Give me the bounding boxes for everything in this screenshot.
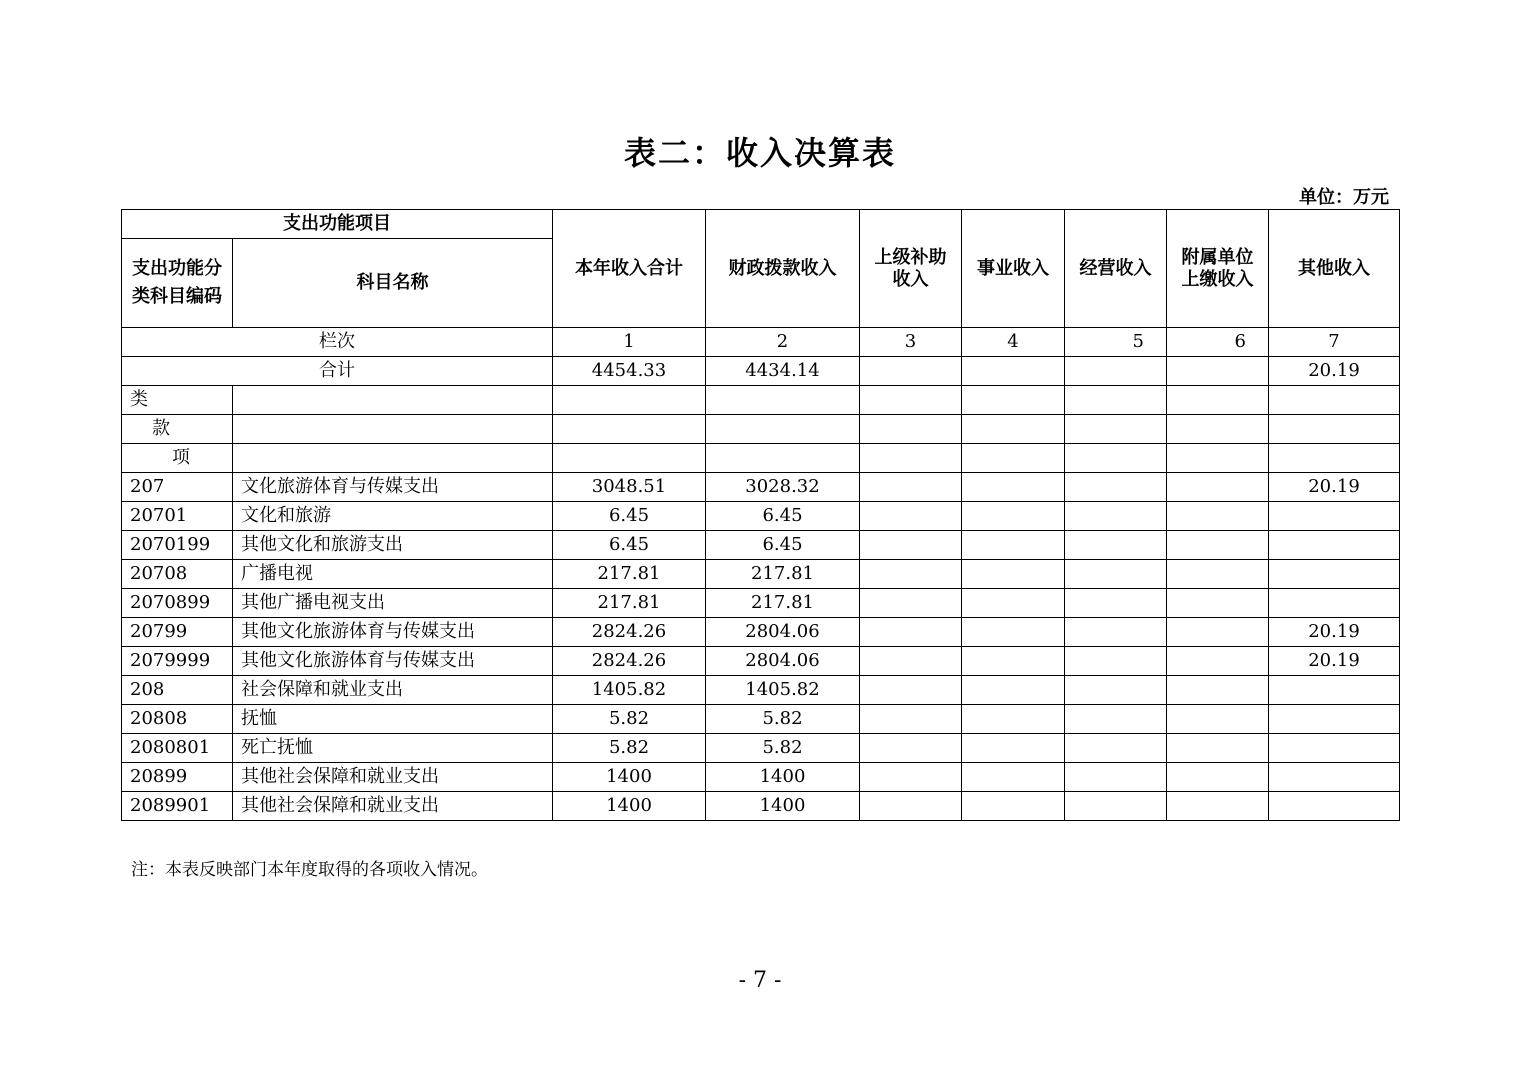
row-other (1269, 763, 1400, 792)
table-row (122, 473, 1400, 502)
row-fiscal: 3028.32 (706, 473, 860, 502)
income-table (121, 209, 1400, 821)
row-empty (962, 531, 1065, 560)
page-title: 表二：收入决算表 (623, 134, 896, 172)
row-other (1269, 502, 1400, 531)
row-empty (962, 763, 1065, 792)
row-name: 文化旅游体育与传媒支出 (233, 473, 553, 502)
row-empty (860, 676, 962, 705)
row-code: 2070899 (122, 589, 233, 618)
row-empty (1167, 531, 1269, 560)
row-total: 1400 (553, 763, 706, 792)
footnote: 注：本表反映部门本年度取得的各项收入情况。 (131, 860, 488, 880)
row-name: 其他文化旅游体育与传媒支出 (233, 618, 553, 647)
lanci-num: 5 (1065, 328, 1167, 357)
row-other (1269, 589, 1400, 618)
row-empty (962, 618, 1065, 647)
row-empty (860, 647, 962, 676)
header-col-6: 附属单位上缴收入 (1167, 210, 1269, 328)
row-empty (1065, 763, 1167, 792)
row-empty (1167, 618, 1269, 647)
row-other (1269, 676, 1400, 705)
header-col-5: 经营收入 (1065, 210, 1167, 328)
row-code: 20708 (122, 560, 233, 589)
row-empty (1167, 502, 1269, 531)
row-empty (860, 473, 962, 502)
row-name: 死亡抚恤 (233, 734, 553, 763)
row-empty (1065, 560, 1167, 589)
total-value (1167, 357, 1269, 386)
row-empty (962, 705, 1065, 734)
row-empty (1167, 734, 1269, 763)
row-name: 其他文化和旅游支出 (233, 531, 553, 560)
table-row (122, 705, 1400, 734)
row-empty (962, 647, 1065, 676)
lanci-label: 栏次 (122, 328, 553, 357)
row-name: 广播电视 (233, 560, 553, 589)
row-total: 5.82 (553, 734, 706, 763)
row-empty (1065, 792, 1167, 821)
row-empty (1065, 647, 1167, 676)
row-empty (860, 502, 962, 531)
row-empty (1065, 618, 1167, 647)
row-empty (962, 473, 1065, 502)
total-value: 4454.33 (553, 357, 706, 386)
row-empty (1167, 705, 1269, 734)
row-fiscal: 217.81 (706, 589, 860, 618)
lanci-num: 7 (1269, 328, 1400, 357)
table-row (122, 560, 1400, 589)
row-other: 20.19 (1269, 473, 1400, 502)
level-row (122, 386, 1400, 415)
level-row (122, 415, 1400, 444)
row-name: 抚恤 (233, 705, 553, 734)
table-row (122, 647, 1400, 676)
row-empty (860, 763, 962, 792)
row-empty (1167, 763, 1269, 792)
row-empty (1065, 589, 1167, 618)
row-code: 20899 (122, 763, 233, 792)
row-fiscal: 5.82 (706, 734, 860, 763)
row-name: 文化和旅游 (233, 502, 553, 531)
row-empty (1167, 473, 1269, 502)
row-fiscal: 6.45 (706, 531, 860, 560)
row-empty (860, 792, 962, 821)
row-empty (962, 560, 1065, 589)
total-value (1065, 357, 1167, 386)
lanci-num: 3 (860, 328, 962, 357)
row-code: 20808 (122, 705, 233, 734)
lanci-num: 6 (1167, 328, 1269, 357)
level-label: 类 (122, 386, 233, 415)
total-label: 合计 (122, 357, 553, 386)
row-code: 20799 (122, 618, 233, 647)
level-row (122, 444, 1400, 473)
row-empty (962, 676, 1065, 705)
page-number: - 7 - (738, 968, 782, 993)
table-row (122, 763, 1400, 792)
header-row-group (122, 210, 1400, 239)
table-row (122, 792, 1400, 821)
row-other (1269, 705, 1400, 734)
row-fiscal: 1400 (706, 763, 860, 792)
row-name: 其他社会保障和就业支出 (233, 763, 553, 792)
row-code: 207 (122, 473, 233, 502)
row-empty (1065, 502, 1167, 531)
row-empty (860, 734, 962, 763)
row-empty (1167, 560, 1269, 589)
level-label: 项 (122, 444, 233, 473)
row-empty (1065, 676, 1167, 705)
row-fiscal: 217.81 (706, 560, 860, 589)
header-name: 科目名称 (233, 239, 553, 328)
row-empty (1065, 473, 1167, 502)
row-empty (962, 589, 1065, 618)
row-empty (860, 531, 962, 560)
row-name: 其他广播电视支出 (233, 589, 553, 618)
unit-label: 单位：万元 (1299, 187, 1389, 208)
header-group: 支出功能项目 (122, 210, 553, 239)
header-col-7: 其他收入 (1269, 210, 1400, 328)
row-fiscal: 2804.06 (706, 618, 860, 647)
total-value: 20.19 (1269, 357, 1400, 386)
total-value (962, 357, 1065, 386)
row-code: 2080801 (122, 734, 233, 763)
data-rows (122, 473, 1400, 821)
row-empty (1065, 734, 1167, 763)
total-value (860, 357, 962, 386)
row-fiscal: 2804.06 (706, 647, 860, 676)
row-other: 20.19 (1269, 618, 1400, 647)
lanci-num: 2 (706, 328, 860, 357)
row-empty (962, 502, 1065, 531)
row-code: 208 (122, 676, 233, 705)
row-empty (1065, 531, 1167, 560)
row-code: 2070199 (122, 531, 233, 560)
total-value: 4434.14 (706, 357, 860, 386)
row-empty (962, 734, 1065, 763)
row-total: 1400 (553, 792, 706, 821)
row-total: 2824.26 (553, 618, 706, 647)
header-col-4: 事业收入 (962, 210, 1065, 328)
row-total: 3048.51 (553, 473, 706, 502)
row-name: 其他社会保障和就业支出 (233, 792, 553, 821)
header-col-1: 本年收入合计 (553, 210, 706, 328)
header-code: 支出功能分类科目编码 (122, 239, 233, 328)
row-other (1269, 734, 1400, 763)
row-empty (860, 589, 962, 618)
lanci-num: 1 (553, 328, 706, 357)
row-total: 1405.82 (553, 676, 706, 705)
row-other (1269, 792, 1400, 821)
row-empty (962, 792, 1065, 821)
row-name: 社会保障和就业支出 (233, 676, 553, 705)
row-total: 2824.26 (553, 647, 706, 676)
row-empty (860, 705, 962, 734)
row-other (1269, 560, 1400, 589)
row-empty (1065, 705, 1167, 734)
row-total: 6.45 (553, 531, 706, 560)
row-total: 5.82 (553, 705, 706, 734)
total-row (122, 357, 1400, 386)
row-code: 2089901 (122, 792, 233, 821)
row-empty (1167, 792, 1269, 821)
row-total: 217.81 (553, 560, 706, 589)
table-row (122, 502, 1400, 531)
row-empty (860, 560, 962, 589)
row-total: 217.81 (553, 589, 706, 618)
table-row (122, 618, 1400, 647)
row-empty (1167, 589, 1269, 618)
row-empty (1167, 676, 1269, 705)
row-fiscal: 1400 (706, 792, 860, 821)
level-label: 款 (122, 415, 233, 444)
table-row (122, 589, 1400, 618)
row-code: 2079999 (122, 647, 233, 676)
row-empty (860, 618, 962, 647)
row-fiscal: 1405.82 (706, 676, 860, 705)
row-other (1269, 531, 1400, 560)
table-row (122, 676, 1400, 705)
row-name: 其他文化旅游体育与传媒支出 (233, 647, 553, 676)
row-fiscal: 5.82 (706, 705, 860, 734)
header-col-2: 财政拨款收入 (706, 210, 860, 328)
row-other: 20.19 (1269, 647, 1400, 676)
lanci-row (122, 328, 1400, 357)
row-fiscal: 6.45 (706, 502, 860, 531)
row-code: 20701 (122, 502, 233, 531)
row-empty (1167, 647, 1269, 676)
row-total: 6.45 (553, 502, 706, 531)
lanci-num: 4 (962, 328, 1065, 357)
table-row (122, 531, 1400, 560)
header-col-3: 上级补助收入 (860, 210, 962, 328)
table-row (122, 734, 1400, 763)
